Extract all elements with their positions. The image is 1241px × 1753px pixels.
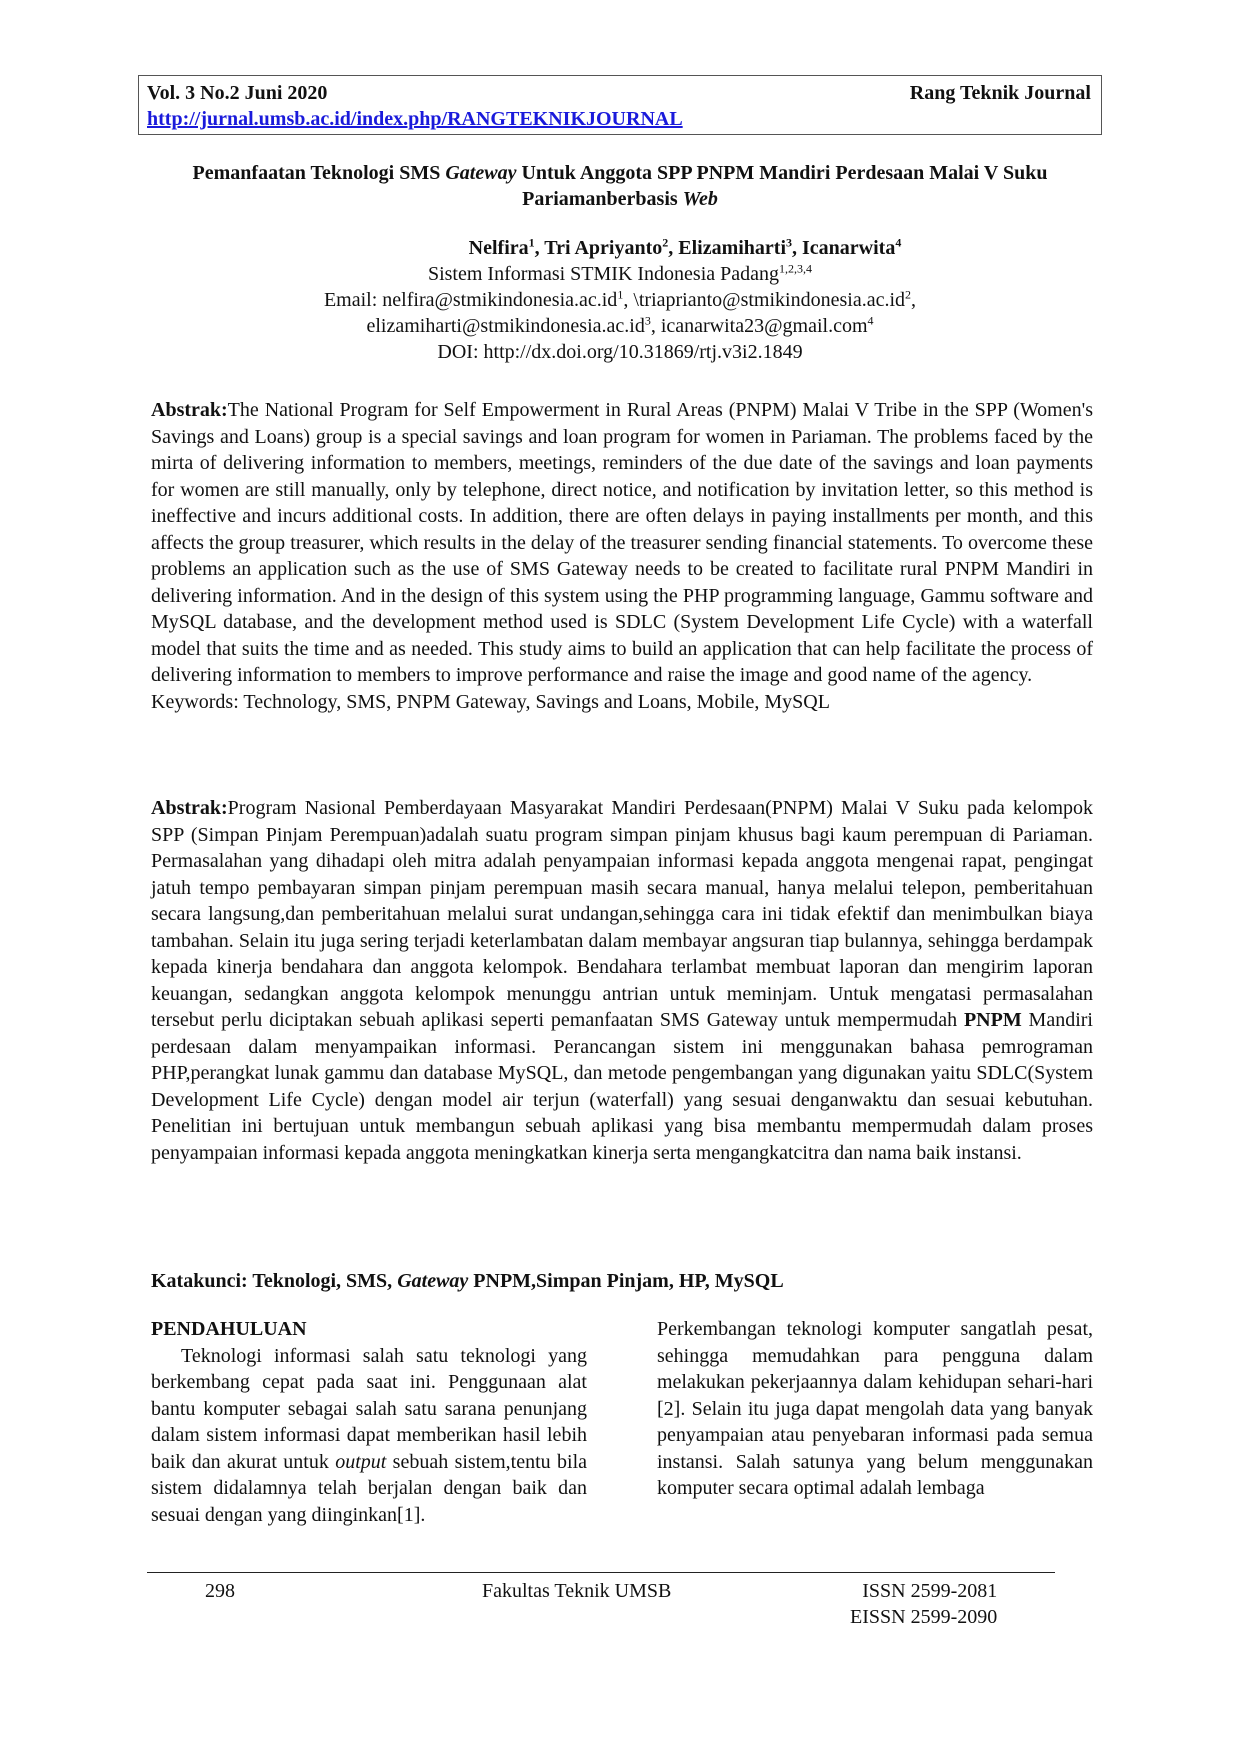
email-line-2 [150, 313, 1090, 339]
journal-name: Rang Teknik Journal [909, 82, 1091, 104]
title-italic: Web [682, 188, 718, 210]
paragraph: Perkembangan teknologi komputer sangatlah pesat, sehingga memudahkan para pengguna dalam melakukan pekerjaannya dalam kehidupan sehari-hari [2]. Selain itu juga dapat mengolah data yang banyak penyampaian atau penyebaran informasi pada semua instansi. Salah satunya yang belum menggunakan komputer secara optimal adalah lembaga [657, 1318, 1093, 1499]
column-left [151, 1316, 587, 1528]
abstract-indonesian [151, 795, 1093, 1166]
eissn: EISSN 2599-2090 [850, 1606, 998, 1628]
superscript: 1,2,3,4 [779, 261, 813, 276]
abstract-text: Mandiri perdesaan dalam menyampaikan informasi. Perancangan sistem ini menggunakan bahasa pemrograman PHP,perangkat lunak gammu dan database MySQL, dan metode pengembangan yang digunakan yaitu SDLC(System Development Life Cycle) dengan model air terjun (waterfall) yang sesuai denganwaktu dan sesuai kebutuhan. Penelitian ini bertujuan untuk membangun sebuah aplikasi yang bisa membantu mempermudah dalam proses penyampaian informasi kepada anggota meningkatkan kinerja serta mengangkatcitra dan nama baik instansi. [151, 1009, 1093, 1164]
journal-header [138, 75, 1102, 135]
abstract-english [151, 397, 1093, 715]
superscript: 1 [528, 235, 535, 250]
superscript: 2 [662, 235, 669, 250]
abstract-label: Abstrak: [151, 797, 228, 819]
punctuation: , [911, 289, 917, 311]
superscript: 4 [895, 235, 902, 250]
issn-block [850, 1578, 997, 1630]
author: , Icanarwita [792, 237, 896, 259]
title-text: Untuk Anggota SPP PNPM Mandiri Perdesaan Malai V Suku Pariamanberbasis [516, 162, 1048, 210]
author-block [150, 235, 1090, 365]
affiliation [150, 261, 1090, 287]
katakunci-italic: Gateway [397, 1270, 469, 1292]
paragraph-text: sebuah sistem,tentu bila sistem didalamnya telah berjalan dengan baik dan sesuai dengan yang diinginkan[1]. [151, 1450, 587, 1526]
paper-title [150, 160, 1090, 212]
email: , icanarwita23@gmail.com [650, 315, 868, 337]
email: elizamiharti@stmikindonesia.ac.id [366, 315, 645, 337]
author: , Elizamiharti [668, 237, 787, 259]
journal-url-link[interactable]: http://jurnal.umsb.ac.id/index.php/RANGTEKNIKJOURNAL [147, 108, 683, 130]
superscript: 1 [617, 287, 624, 302]
email-line-1 [150, 287, 1090, 313]
abstract-text: Program Nasional Pemberdayaan Masyarakat Mandiri Perdesaan(PNPM) Malai V Suku pada kelompok SPP (Simpan Pinjam Perempuan)adalah suatu program simpan pinjam khusus bagi kaum perempuan di Pariaman. Permasalahan yang dihadapi oleh mitra adalah penyampaian informasi kepada anggota mengenai rapat, pengingat jatuh tempo pembayaran simpan pinjam perempuan masih secara manual, hanya melalui telepon, pemberitahuan secara langsung,dan pemberitahuan melalui surat undangan,sehingga cara ini tidak efektif dan menimbulkan biaya tambahan. Selain itu juga sering terjadi keterlambatan dalam membayar angsuran tiap bulannya, sehingga berdampak kepada kinerja bendahara dan anggota kelompok. Bendahara terlambat membuat laporan dan mengirim laporan keuangan, sedangkan anggota kelompok menunggu antrian untuk meminjam. Untuk mengatasi permasalahan tersebut perlu diciptakan sebuah aplikasi seperti pemanfaatan SMS Gateway untuk mempermudah [151, 797, 1093, 1031]
italic-term: output [335, 1450, 387, 1473]
abstract-bold-term: PNPM [963, 1009, 1022, 1031]
keywords-english: Keywords: Technology, SMS, PNPM Gateway, Savings and Loans, Mobile, MySQL [151, 690, 830, 713]
katakunci [151, 1270, 784, 1293]
email: Email: nelfira@stmikindonesia.ac.id [323, 289, 618, 311]
title-text: Pemanfaatan Teknologi SMS [192, 162, 446, 184]
author: Nelfira [468, 237, 529, 259]
faculty-name: Fakultas Teknik UMSB [482, 1580, 672, 1602]
abstract-text: The National Program for Self Empowerment in Rural Areas (PNPM) Malai V Tribe in the SPP (Women's Savings and Loans) group is a special savings and loan program for women in Pariaman. The problems faced by the mirta of delivering information to members, meetings, reminders of the due date of the savings and loan payments for women are still manually, only by telephone, direct notice, and notification by invitation letter, so this method is ineffective and incurs additional costs. In addition, there are often delays in paying installments per month, and this affects the group treasurer, which results in the delay of the treasurer sending financial statements. To overcome these problems an application such as the use of SMS Gateway needs to be created to facilitate rural PNPM Mandiri in delivering information. And in the design of this system using the PHP programming language, Gammu software and MySQL database, and the development method used is SDLC (System Development Life Cycle) with a waterfall model that suits the time and as needed. This study aims to build an application that can help facilitate the process of delivering information to members to improve performance and raise the image and good name of the agency. [151, 399, 1093, 686]
superscript: 4 [867, 313, 874, 328]
section-heading: PENDAHULUAN [151, 1318, 307, 1340]
superscript: 3 [644, 313, 651, 328]
paragraph [151, 1343, 587, 1529]
email: , \triaprianto@stmikindonesia.ac.id [623, 289, 906, 311]
doi: DOI: http://dx.doi.org/10.31869/rtj.v3i2.1849 [437, 341, 803, 363]
footer-divider [147, 1572, 1055, 1573]
page-number: 298 [205, 1580, 235, 1602]
affiliation-text: Sistem Informasi STMIK Indonesia Padang [427, 263, 780, 285]
paragraph-text: Teknologi informasi salah satu teknologi yang berkembang cepat pada saat ini. Penggunaan alat bantu komputer sebagai salah satu sarana penunjang dalam sistem informasi dapat memberikan hasil lebih baik dan akurat untuk [151, 1344, 587, 1473]
title-italic: Gateway [445, 162, 517, 184]
katakunci-text: Katakunci: Teknologi, SMS, [151, 1270, 398, 1292]
superscript: 2 [905, 287, 912, 302]
volume-info: Vol. 3 No.2 Juni 2020 [147, 82, 328, 104]
superscript: 3 [786, 235, 793, 250]
issn: ISSN 2599-2081 [862, 1580, 998, 1602]
author-names [150, 235, 1090, 261]
katakunci-text: PNPM,Simpan Pinjam, HP, MySQL [468, 1270, 784, 1292]
column-right [657, 1316, 1093, 1502]
author: , Tri Apriyanto [534, 237, 663, 259]
abstract-label: Abstrak: [151, 399, 228, 421]
